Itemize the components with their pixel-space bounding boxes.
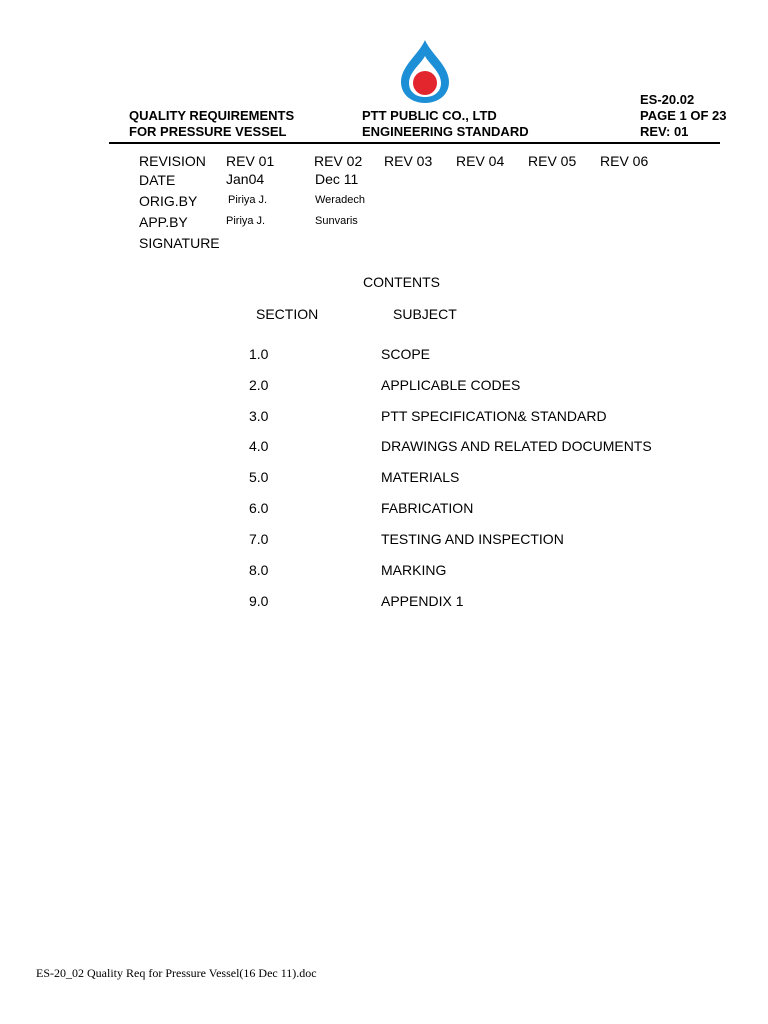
rev-02: REV 02 bbox=[314, 153, 363, 169]
rev-06: REV 06 bbox=[600, 153, 649, 169]
label-date: DATE bbox=[139, 172, 176, 188]
toc-section: 3.0 bbox=[249, 408, 269, 424]
label-revision: REVISION bbox=[139, 153, 206, 169]
toc-subject: PTT SPECIFICATION& STANDARD bbox=[381, 408, 607, 424]
section-header: SECTION bbox=[256, 306, 319, 322]
label-app-by: APP.BY bbox=[139, 214, 188, 230]
contents-title: CONTENTS bbox=[363, 274, 440, 290]
title-line-1: QUALITY REQUIREMENTS bbox=[129, 108, 295, 123]
date-rev-02: Dec 11 bbox=[315, 171, 359, 187]
rev-01: REV 01 bbox=[226, 153, 275, 169]
rev-03: REV 03 bbox=[384, 153, 433, 169]
footer-filename: ES-20_02 Quality Req for Pressure Vessel(16 Dec 11).doc bbox=[36, 966, 317, 980]
toc-subject: SCOPE bbox=[381, 346, 431, 362]
orig-by-rev-01: Piriya J. bbox=[228, 194, 268, 206]
toc-section: 2.0 bbox=[249, 377, 269, 393]
app-by-rev-01: Piriya J. bbox=[226, 215, 266, 227]
header-divider bbox=[109, 142, 720, 144]
doc-code: ES-20.02 bbox=[640, 92, 695, 107]
subject-header: SUBJECT bbox=[393, 306, 457, 322]
toc-subject: FABRICATION bbox=[381, 500, 474, 516]
app-by-rev-02: Sunvaris bbox=[315, 215, 358, 227]
ptt-flame-logo-icon bbox=[399, 40, 451, 104]
orig-by-rev-02: Weradech bbox=[315, 194, 365, 206]
label-signature: SIGNATURE bbox=[139, 235, 220, 251]
toc-subject: DRAWINGS AND RELATED DOCUMENTS bbox=[381, 438, 652, 454]
standard-type: ENGINEERING STANDARD bbox=[362, 124, 529, 139]
company-name: PTT PUBLIC CO., LTD bbox=[362, 108, 497, 123]
toc-subject: MATERIALS bbox=[381, 469, 460, 485]
title-line-2: FOR PRESSURE VESSEL bbox=[129, 124, 287, 139]
toc-section: 8.0 bbox=[249, 562, 269, 578]
label-orig-by: ORIG.BY bbox=[139, 193, 198, 209]
date-rev-01: Jan04 bbox=[226, 171, 265, 187]
toc-section: 4.0 bbox=[249, 438, 269, 454]
toc-subject: MARKING bbox=[381, 562, 447, 578]
toc-section: 6.0 bbox=[249, 500, 269, 516]
toc-subject: TESTING AND INSPECTION bbox=[381, 531, 564, 547]
toc-subject: APPENDIX 1 bbox=[381, 593, 464, 609]
rev-04: REV 04 bbox=[456, 153, 505, 169]
page-number: PAGE 1 OF 23 bbox=[640, 108, 727, 123]
toc-section: 1.0 bbox=[249, 346, 269, 362]
rev-05: REV 05 bbox=[528, 153, 577, 169]
toc-section: 9.0 bbox=[249, 593, 269, 609]
revision-number: REV: 01 bbox=[640, 124, 689, 139]
toc-subject: APPLICABLE CODES bbox=[381, 377, 521, 393]
toc-section: 5.0 bbox=[249, 469, 269, 485]
toc-section: 7.0 bbox=[249, 531, 269, 547]
